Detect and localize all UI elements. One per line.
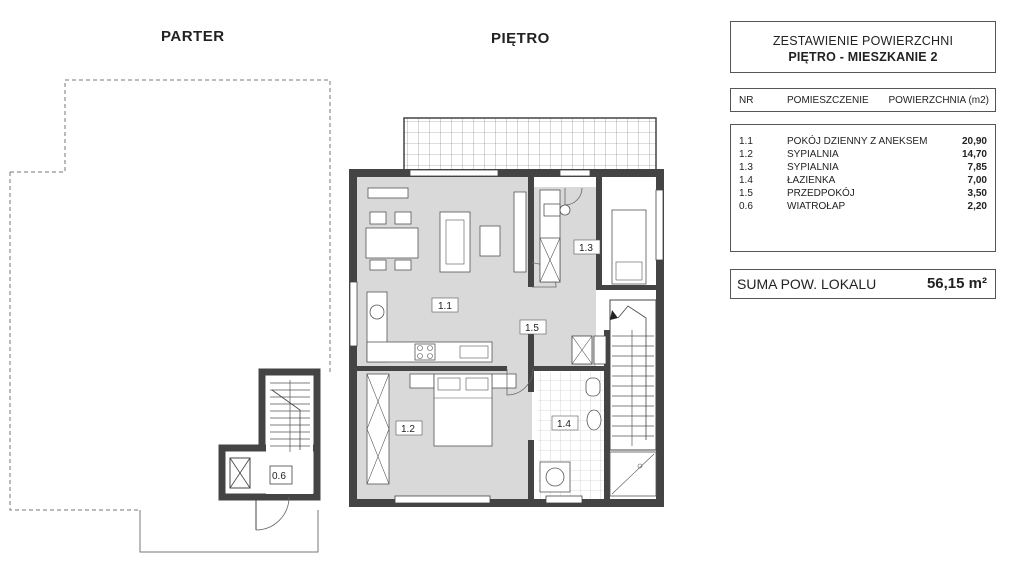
row-area: 2,20	[967, 201, 987, 212]
row-area: 20,90	[961, 136, 987, 147]
table-row	[731, 136, 995, 149]
ground-floor-plan	[10, 80, 330, 552]
column-header-area: POWIERZCHNIA (m2)	[888, 95, 989, 106]
row-nr: 0.6	[739, 201, 753, 212]
total-area-label: SUMA POW. LOKALU	[737, 276, 877, 292]
total-area-box	[730, 269, 996, 299]
row-nr: 1.5	[739, 188, 753, 199]
table-row	[731, 162, 995, 175]
row-name: SYPIALNIA	[787, 162, 839, 173]
room-label-1-2: 1.2	[401, 424, 415, 435]
summary-subtitle: PIĘTRO - MIESZKANIE 2	[788, 50, 938, 64]
table-row	[731, 188, 995, 201]
column-header-room: POMIESZCZENIE	[787, 95, 869, 106]
row-area: 3,50	[967, 188, 987, 199]
upper-floor-plan	[350, 118, 663, 503]
summary-rows	[730, 124, 996, 252]
room-label-0-6: 0.6	[272, 471, 286, 482]
table-row	[731, 175, 995, 188]
summary-title: ZESTAWIENIE POWIERZCHNI	[772, 34, 954, 48]
row-area: 14,70	[961, 149, 987, 160]
row-nr: 1.2	[739, 149, 753, 160]
upper-floor-heading: PIĘTRO	[491, 30, 550, 47]
summary-title-box	[730, 21, 996, 73]
ground-floor-heading: PARTER	[161, 28, 225, 45]
row-name: PRZEDPOKÓJ	[787, 188, 855, 199]
row-name: WIATROŁAP	[787, 201, 846, 212]
row-nr: 1.4	[739, 175, 753, 186]
row-name: ŁAZIENKA	[787, 175, 836, 186]
table-row	[731, 201, 995, 214]
row-area: 7,00	[967, 175, 987, 186]
room-label-1-3: 1.3	[579, 243, 593, 254]
row-name: POKÓJ DZIENNY Z ANEKSEM	[787, 136, 928, 147]
room-label-1-5: 1.5	[525, 323, 539, 334]
row-nr: 1.1	[739, 136, 753, 147]
summary-header	[730, 88, 996, 112]
column-header-nr: NR	[739, 95, 754, 106]
row-area: 7,85	[967, 162, 987, 173]
total-area-value: 56,15 m²	[926, 275, 987, 292]
room-label-1-4: 1.4	[557, 419, 571, 430]
row-name: SYPIALNIA	[787, 149, 839, 160]
room-label-1-1: 1.1	[438, 301, 452, 312]
table-row	[731, 149, 995, 162]
row-nr: 1.3	[739, 162, 753, 173]
